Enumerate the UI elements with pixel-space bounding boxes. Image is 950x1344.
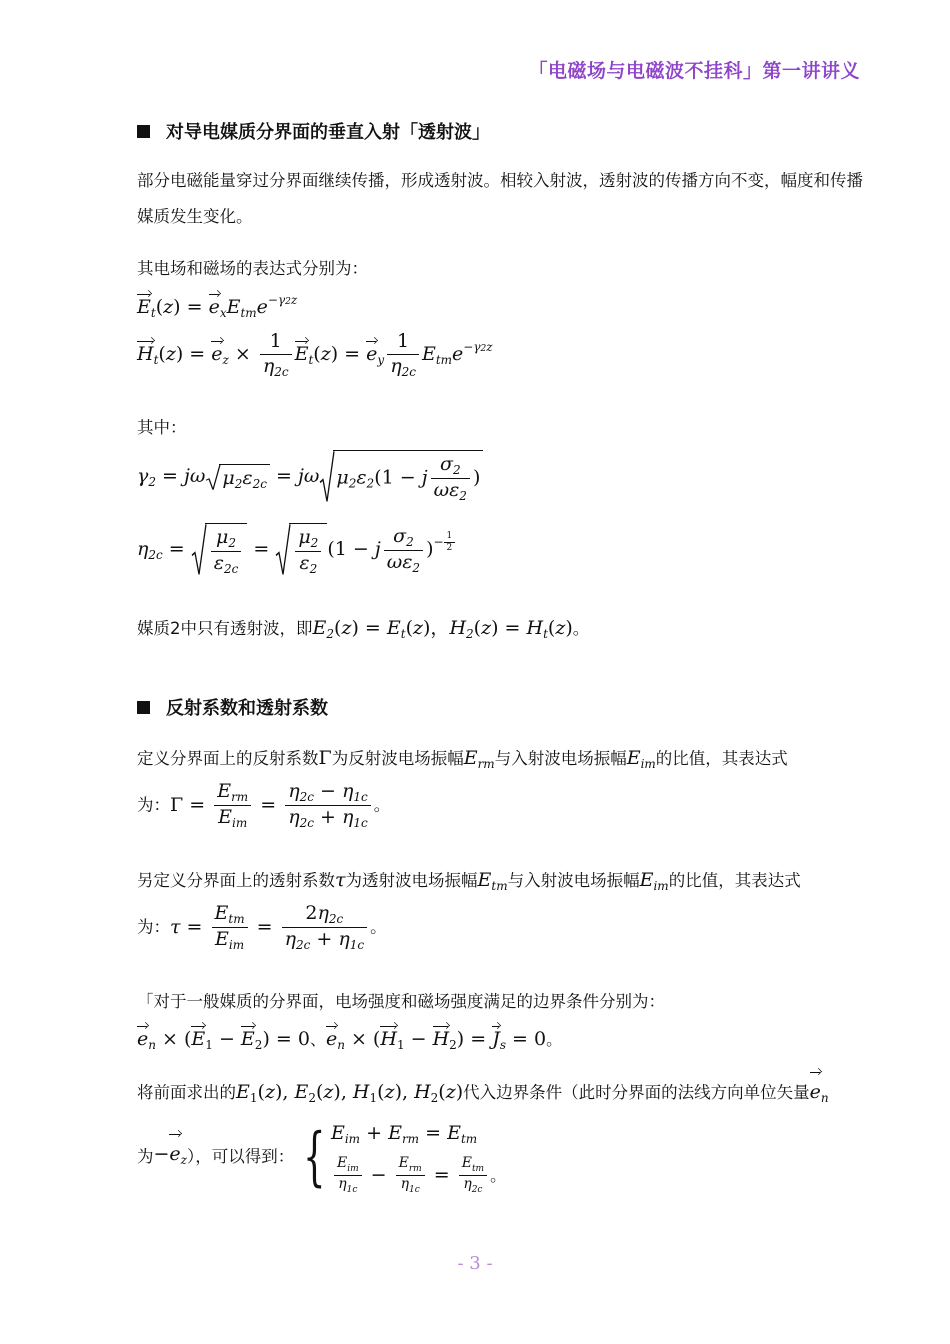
equation-boundary-conditions: $e_n \times (E_1 - E_2) = 0$、$e_n \times (H_1 - H_2) = J_s = 0$。 bbox=[137, 1028, 563, 1052]
text-run: 为反射波电场振幅 bbox=[331, 749, 464, 768]
expression-intro: 其电场和磁场的表达式分别为： bbox=[137, 259, 368, 278]
transmission-formula: 为：τ = $\frac{E_{tm}}{E_{im}}$ = $\frac{2\eta_{2c}}{\eta_{2c} + \eta_{1c}}$ 。 bbox=[137, 902, 387, 952]
text-run: 的比值，其表达式 bbox=[668, 871, 801, 890]
equation-eta2c: $\eta_{2c}$ = $\frac{\mu_2}{\varepsilon_{2c}}$ = $\frac{\mu_2}{\varepsilon_2}$ (1 − j $\frac{\sigma_2}{\omega\varepsilon_2}$ )$^{- \frac{1}{2}}$ bbox=[137, 523, 455, 577]
text-run: 为： bbox=[137, 795, 170, 815]
text-run: 为透射波电场振幅 bbox=[345, 871, 478, 890]
media2-text: 媒质2中只有透射波，即 bbox=[137, 619, 313, 638]
text-run: 。 bbox=[490, 1165, 507, 1185]
text-run: 。 bbox=[546, 1030, 563, 1049]
equation-gamma2: $\gamma_2 = j\omega$ $\mu_2\varepsilon_{2c} = j\omega$ $\mu_2\varepsilon_2(1 - j$ $\frac{\sigma_2}{\omega\varepsilon_2}$ ) bbox=[137, 450, 483, 504]
text-run: 为 bbox=[137, 1146, 154, 1166]
square-bullet-icon bbox=[137, 701, 150, 714]
text-run: 与入射波电场振幅 bbox=[507, 871, 640, 890]
text-run: ），可以得到： bbox=[187, 1146, 295, 1166]
text-run: 代入边界条件（此时分界面的法线方向单位矢量 bbox=[463, 1083, 810, 1102]
text-run: 为： bbox=[137, 917, 170, 937]
boundary-intro: 「对于一般媒质的分界面，电场强度和磁场强度满足的边界条件分别为： bbox=[137, 992, 665, 1011]
system-line: 为$-e_z$），可以得到： { $E_{im} + E_{rm} = E_{tm}$ $\frac{E_{im}}{\eta_{1c}}$ − $\frac{E_{rm}}{\eta_{1c}}$ = $\frac{E_{tm}}{\eta_{2c}}$ 。 bbox=[137, 1117, 865, 1197]
text-run: 、 bbox=[309, 1030, 326, 1049]
equation-system: $E_{im} + E_{rm} = E_{tm}$ $\frac{E_{im}}{\eta_{1c}}$ − $\frac{E_{rm}}{\eta_{1c}}$ = $\frac{E_{tm}}{\eta_{2c}}$ 。 bbox=[330, 1122, 507, 1196]
text-run: 。 bbox=[373, 795, 391, 815]
text-run: 与入射波电场振幅 bbox=[494, 749, 627, 768]
text-run: 另定义分界面上的透射系数 bbox=[137, 871, 335, 890]
section-title: 对导电媒质分界面的垂直入射「透射波」 bbox=[166, 122, 490, 143]
text-run: 定义分界面上的反射系数 bbox=[137, 749, 319, 768]
header-title: 「电磁场与电磁波不挂科」第一讲讲义 bbox=[528, 60, 860, 82]
section-heading-transmitted-wave bbox=[137, 118, 490, 144]
media2-statement: 媒质2中只有透射波，即$E_2(z) = E_t(z)$，$H_2(z) = H_t(z)$。 bbox=[137, 617, 590, 641]
paragraph-transmitted-wave: 部分电磁能量穿过分界面继续传播，形成透射波。相较入射波，透射波的传播方向不变，幅度和传播媒质发生变化。 bbox=[137, 171, 863, 226]
equation-E-transmitted: $E_t(z) = e_xE_{tm}e^{-\gamma 2z}$ bbox=[137, 293, 298, 320]
text-run: 。 bbox=[370, 917, 387, 937]
transmission-definition: 另定义分界面上的透射系数τ为透射波电场振幅$E_{tm}$与入射波电场振幅$E_{im}$的比值，其表达式 bbox=[137, 869, 801, 893]
equation-H-transmitted: $H_t(z) = e_z$ × $\frac{1}{\eta_{2c}}$ $E_t(z) = e_y$ $\frac{1}{\eta_{2c}}$ $E_{tm}e^{-\gamma 2z}$ bbox=[137, 330, 493, 379]
text-run: 将前面求出的 bbox=[137, 1083, 236, 1102]
page-number: - 3 - bbox=[457, 1253, 493, 1274]
section-heading-coefficients bbox=[137, 694, 328, 720]
reflection-definition: 定义分界面上的反射系数Γ为反射波电场振幅$E_{rm}$与入射波电场振幅$E_{im}$的比值，其表达式 bbox=[137, 747, 788, 771]
media2-end: 。 bbox=[572, 619, 590, 638]
reflection-formula: 为：Γ = $\frac{E_{rm}}{E_{im}}$ = $\frac{\eta_{2c} - \eta_{1c}}{\eta_{2c} + \eta_{1c}}$ 。 bbox=[137, 780, 391, 830]
where-label: 其中： bbox=[137, 418, 187, 437]
text-run: 的比值，其表达式 bbox=[655, 749, 788, 768]
section-title: 反射系数和透射系数 bbox=[166, 698, 328, 719]
substitute-statement: 将前面求出的$E_1(z)$, $E_2(z)$, $H_1(z)$, $H_2(z)$代入边界条件（此时分界面的法线方向单位矢量$e_n$ bbox=[137, 1074, 865, 1116]
square-bullet-icon bbox=[137, 125, 150, 138]
